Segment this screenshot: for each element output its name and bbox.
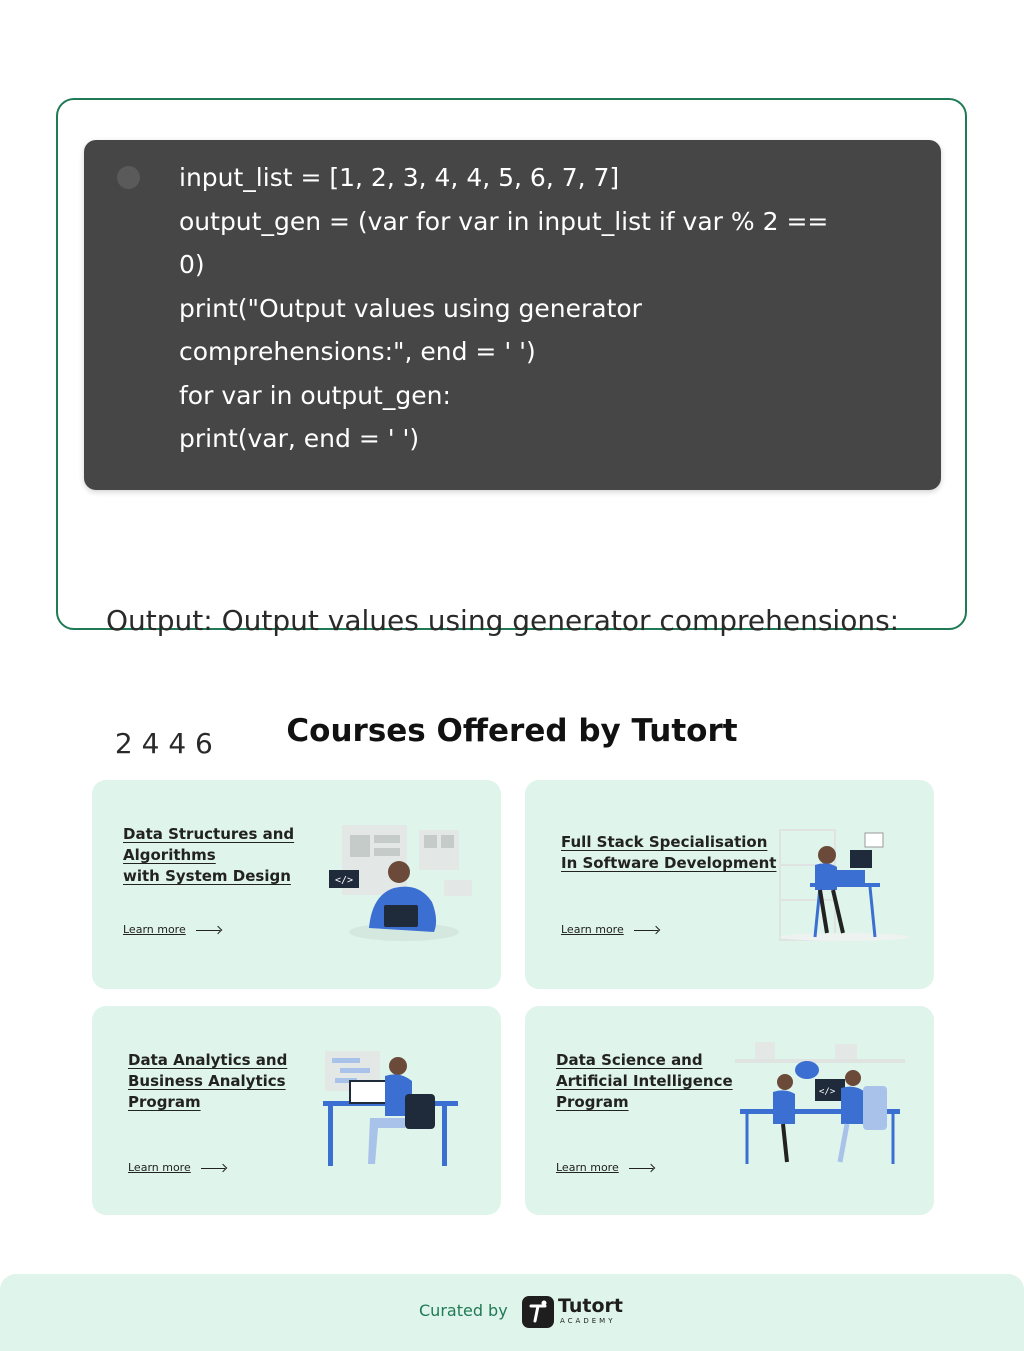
learn-more-label: Learn more <box>123 923 186 936</box>
learn-more-link[interactable] <box>123 923 222 936</box>
course-name-line: In Software Development <box>561 854 777 872</box>
course-name-line: Full Stack Specialisation <box>561 833 768 851</box>
course-name-line: Data Structures and <box>123 825 295 843</box>
analyst-desk-illustration <box>320 1046 460 1171</box>
team-collaboration-illustration <box>735 1034 905 1169</box>
learn-more-link[interactable] <box>561 923 660 936</box>
code-line: comprehensions:", end = ' ') <box>179 337 536 366</box>
code-line: print("Output values using generator <box>179 293 642 323</box>
code-line: input_list = [1, 2, 3, 4, 4, 5, 6, 7, 7] <box>179 163 620 192</box>
course-card-data-analytics[interactable] <box>92 1006 501 1215</box>
svg-text:</>: </> <box>335 875 354 886</box>
course-name-line: with System Design <box>123 867 291 885</box>
course-card-data-science[interactable] <box>525 1006 934 1215</box>
tutort-mark-glyph <box>522 1296 554 1328</box>
code-line: print(var, end = ' ') <box>179 424 420 453</box>
course-name-line: Program <box>556 1093 629 1111</box>
code-line: 0) <box>179 250 205 279</box>
developer-desk-illustration <box>775 825 915 943</box>
output-values: 2 4 4 6 <box>106 727 213 760</box>
arrow-right-icon <box>196 926 222 934</box>
course-name-line: Data Science and <box>556 1051 703 1069</box>
course-name-line: Data Analytics and <box>128 1051 288 1069</box>
course-name[interactable] <box>128 1050 287 1113</box>
learn-more-label: Learn more <box>561 923 624 936</box>
learn-more-label: Learn more <box>556 1161 619 1174</box>
course-name[interactable] <box>123 824 294 887</box>
course-name[interactable] <box>561 832 776 874</box>
course-name-line: Artificial Intelligence <box>556 1072 733 1090</box>
arrow-right-icon <box>201 1164 227 1172</box>
code-line: output_gen = (var for var in input_list if var % 2 == <box>179 206 829 236</box>
code-bullet-icon <box>117 166 140 189</box>
curated-by-label: Curated by <box>419 1301 508 1320</box>
output-label: Output: Output values using generator comprehensions: <box>106 604 900 637</box>
code-block <box>84 140 941 490</box>
arrow-right-icon <box>634 926 660 934</box>
arrow-right-icon <box>629 1164 655 1172</box>
footer <box>0 1274 1024 1351</box>
learn-more-link[interactable] <box>556 1161 655 1174</box>
svg-text:</>: </> <box>819 1087 836 1097</box>
developer-laptop-illustration <box>324 820 474 945</box>
learn-more-link[interactable] <box>128 1161 227 1174</box>
course-name-line: Program <box>128 1093 201 1111</box>
learn-more-label: Learn more <box>128 1161 191 1174</box>
tutort-logo-icon <box>522 1296 554 1328</box>
code-line: for var in output_gen: <box>179 380 451 410</box>
course-name-line: Algorithms <box>123 846 216 864</box>
code-lines <box>179 156 899 461</box>
course-card-dsa[interactable] <box>92 780 501 989</box>
course-name-line: Business Analytics <box>128 1072 286 1090</box>
brand-subtitle: ACADEMY <box>560 1317 616 1325</box>
course-card-full-stack[interactable] <box>525 780 934 989</box>
brand-name: Tutort <box>558 1295 623 1317</box>
courses-title: Courses Offered by Tutort <box>286 713 738 749</box>
course-name[interactable] <box>556 1050 733 1113</box>
